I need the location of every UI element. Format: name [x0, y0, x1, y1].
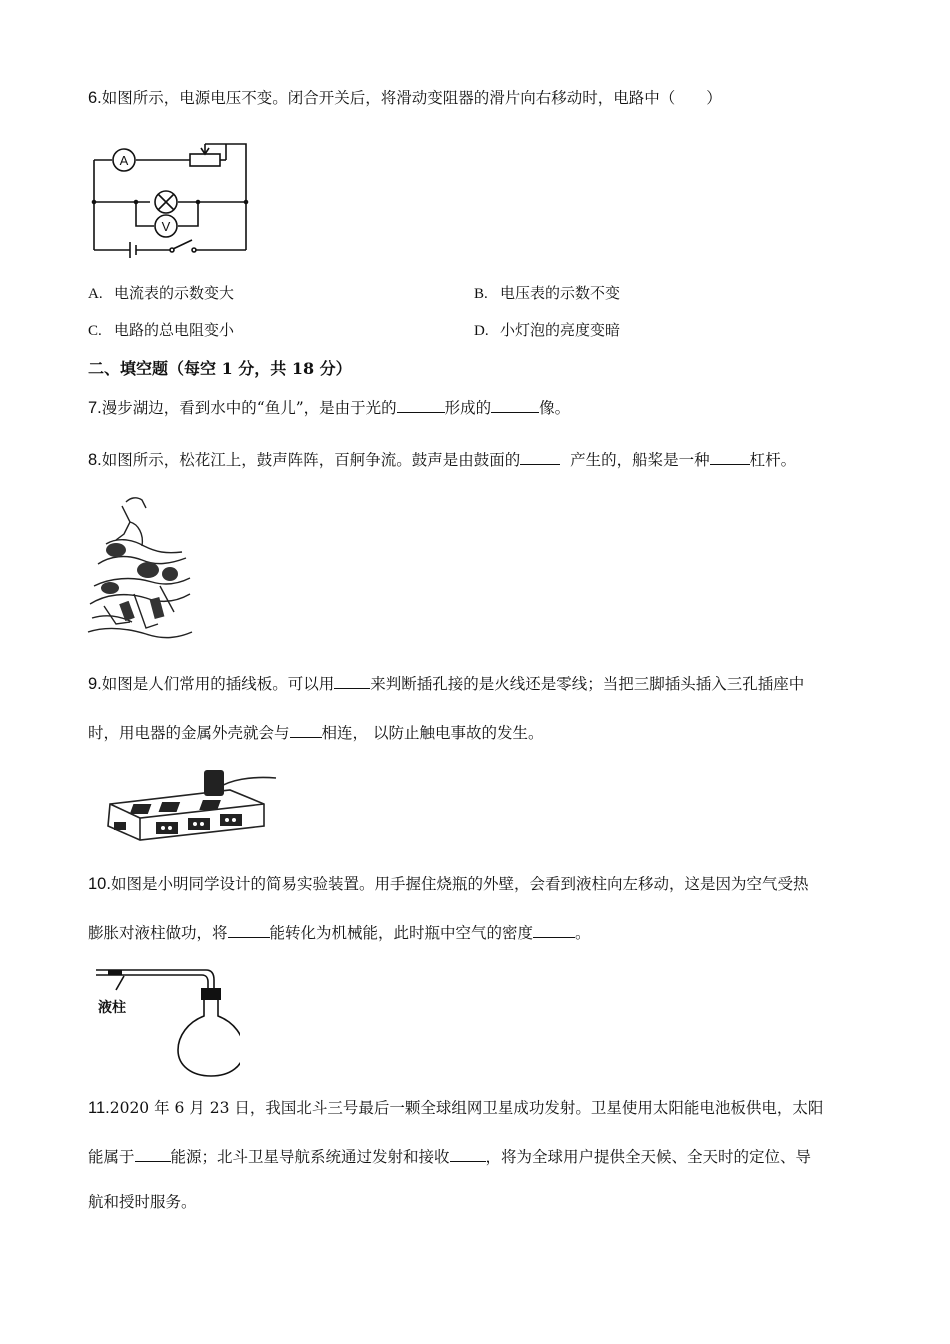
q9-line-1	[88, 674, 804, 694]
q10-blank-1[interactable]	[228, 923, 270, 938]
ammeter-label: A	[119, 153, 129, 168]
q10-line-1	[88, 874, 808, 894]
q7-text-1: 漫步湖边，看到水中的“鱼儿”，是由于光的	[101, 399, 397, 417]
q6-option-a[interactable]	[88, 282, 234, 303]
q10-number: 10.	[88, 875, 111, 893]
q11-line-2	[88, 1147, 811, 1167]
q7-line	[88, 398, 570, 418]
option-letter: D.	[474, 323, 489, 339]
q9-text-1: 如图是人们常用的插线板。可以用	[101, 675, 335, 693]
q10-text-1: 如图是小明同学设计的简易实验装置。用手握住烧瓶的外壁，会看到液柱向左移动，这是因为空气受热	[110, 875, 809, 893]
q11-text-5: 航和授时服务。	[88, 1193, 197, 1211]
q11-text-3: 能源；北斗卫星导航系统通过发射和接收	[170, 1148, 450, 1166]
q8-number: 8.	[88, 451, 102, 469]
rheostat-symbol	[190, 154, 220, 166]
option-text: 电流表的示数变大	[114, 284, 235, 302]
option-text: 小灯泡的亮度变暗	[500, 321, 621, 339]
q9-line-2	[88, 723, 543, 743]
q11-text-1: 2020 年 6 月 23 日，我国北斗三号最后一颗全球组网卫星成功发射。卫星使用太阳能电池板供电，太阳	[109, 1099, 824, 1117]
q9-text-3: 时，用电器的金属外壳就会与	[88, 724, 290, 742]
q6-option-b[interactable]	[474, 282, 620, 303]
q10-blank-2[interactable]	[533, 923, 575, 938]
q6-option-d[interactable]	[474, 319, 620, 340]
q11-line-1	[88, 1098, 823, 1118]
q10-text-2: 膨胀对液柱做功，将	[88, 924, 228, 942]
q6-stem-line	[88, 88, 722, 108]
q9-text-2: 来判断插孔接的是火线还是零线；当把三脚插头插入三孔插座中	[370, 675, 805, 693]
q8-blank-1[interactable]	[520, 450, 560, 465]
q8-dragon-boat-illustration	[86, 494, 194, 642]
q11-number: 11.	[88, 1099, 110, 1117]
q8-text-3: 杠杆。	[749, 451, 797, 469]
q7-number: 7.	[88, 399, 102, 417]
flask-stopper	[201, 988, 221, 1000]
q8-text-1: 如图所示，松花江上，鼓声阵阵，百舸争流。鼓声是由鼓面的	[101, 451, 521, 469]
q9-text-4: 相连， 以防止触电事故的发生。	[321, 724, 544, 742]
q11-text-2: 能属于	[88, 1148, 135, 1166]
q9-blank-1[interactable]	[334, 674, 370, 689]
q7-text-2: 形成的	[444, 399, 492, 417]
q9-blank-2[interactable]	[290, 723, 322, 738]
q7-text-3: 像。	[539, 399, 571, 417]
q6-option-c[interactable]	[88, 319, 234, 340]
q6-circuit-diagram	[86, 134, 252, 258]
option-letter: B.	[474, 286, 488, 302]
q7-blank-1[interactable]	[397, 398, 445, 413]
q9-power-strip-illustration	[100, 764, 280, 844]
voltmeter-label: V	[161, 219, 171, 234]
q10-text-4: 。	[575, 924, 591, 942]
q9-number: 9.	[88, 675, 102, 693]
q10-text-3: 能转化为机械能，此时瓶中空气的密度	[269, 924, 534, 942]
q11-line-3	[88, 1192, 197, 1212]
q11-text-4: ，将为全球用户提供全天候、全天时的定位、导	[485, 1148, 812, 1166]
q10-flask-apparatus	[90, 964, 240, 1080]
q8-blank-2[interactable]	[710, 450, 750, 465]
section-heading-fill-blank: 二、填空题（每空 1 分，共 18 分）	[88, 359, 352, 378]
option-text: 电压表的示数不变	[500, 284, 621, 302]
q7-blank-2[interactable]	[491, 398, 539, 413]
option-letter: C.	[88, 323, 102, 339]
liquid-column	[108, 970, 122, 975]
option-text: 电路的总电阻变小	[114, 321, 235, 339]
q6-number: 6.	[88, 89, 102, 107]
q11-blank-1[interactable]	[135, 1147, 171, 1162]
q11-blank-2[interactable]	[450, 1147, 486, 1162]
liquid-column-label: 液柱	[98, 1000, 126, 1016]
q6-stem: 如图所示，电源电压不变。闭合开关后，将滑动变阻器的滑片向右移动时，电路中（ ）	[101, 89, 722, 107]
q8-text-2: 产生的，船桨是一种	[570, 451, 710, 469]
q8-line	[88, 450, 796, 470]
q10-line-2	[88, 923, 591, 943]
option-letter: A.	[88, 286, 103, 302]
